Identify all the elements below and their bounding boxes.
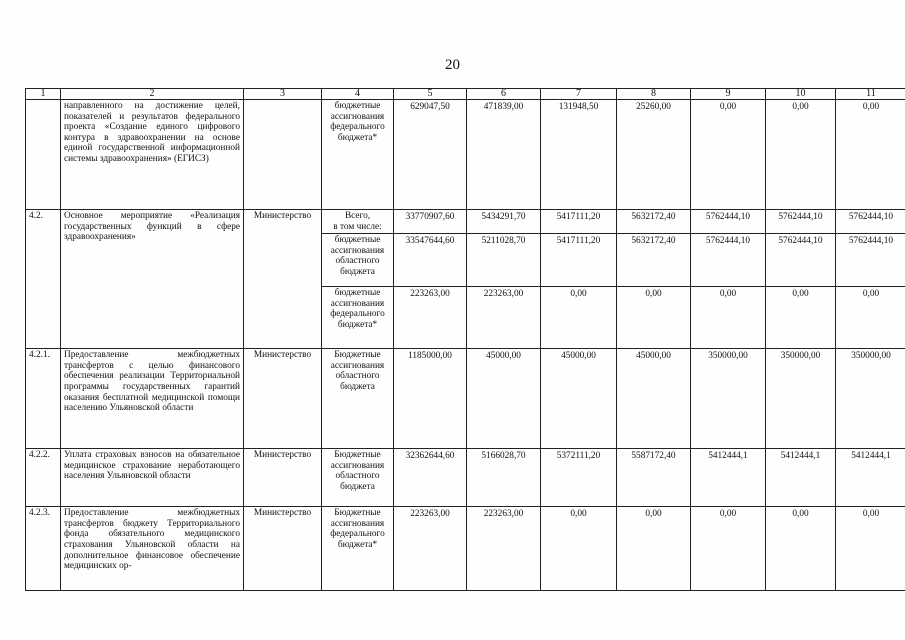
budget-table (25, 88, 905, 591)
value-cell: 45000,00 (617, 349, 691, 449)
funding-source: бюджетные ассигнования областного бюджета (322, 234, 394, 287)
table-row (26, 210, 905, 234)
funding-source-text: Всего, в том числе: (333, 211, 382, 232)
funding-source (322, 210, 394, 234)
value-cell: 5417111,20 (541, 234, 617, 287)
column-header: 2 (61, 89, 244, 100)
value-cell: 350000,00 (836, 349, 905, 449)
value-cell: 5762444,10 (766, 234, 836, 287)
value-cell: 5434291,70 (467, 210, 541, 234)
column-header: 5 (394, 89, 467, 100)
column-header: 8 (617, 89, 691, 100)
value-cell: 25260,00 (617, 100, 691, 210)
value-cell: 350000,00 (691, 349, 766, 449)
value-cell: 45000,00 (467, 349, 541, 449)
activity-description: Уплата страховых взносов на обязательное медицинское страхование неработающего населения Ульяновской области (61, 449, 244, 507)
table-row (26, 507, 905, 591)
value-cell: 5166028,70 (467, 449, 541, 507)
value-cell: 0,00 (541, 287, 617, 349)
value-cell: 5762444,10 (836, 234, 905, 287)
value-cell: 32362644,60 (394, 449, 467, 507)
value-cell: 33547644,60 (394, 234, 467, 287)
executor: Министерство (244, 210, 322, 349)
column-header: 7 (541, 89, 617, 100)
column-header: 9 (691, 89, 766, 100)
executor (244, 100, 322, 210)
value-cell: 223263,00 (394, 287, 467, 349)
funding-source: Бюджетные ассигнования областного бюджета (322, 449, 394, 507)
value-cell: 0,00 (766, 100, 836, 210)
column-header: 4 (322, 89, 394, 100)
activity-description: Предоставление межбюджетных трансфертов с целью финансового обеспечения реализации Территориальной программы государственных гарантий оказания бесплатной медицинской помощи населению Ульяновской области (61, 349, 244, 449)
value-cell: 0,00 (691, 507, 766, 591)
value-cell: 0,00 (836, 100, 905, 210)
value-cell: 45000,00 (541, 349, 617, 449)
value-cell: 350000,00 (766, 349, 836, 449)
funding-source: Бюджетные ассигнования областного бюджета (322, 349, 394, 449)
value-cell: 5211028,70 (467, 234, 541, 287)
column-header: 11 (836, 89, 905, 100)
value-cell: 5417111,20 (541, 210, 617, 234)
value-cell: 0,00 (766, 287, 836, 349)
value-cell: 1185000,00 (394, 349, 467, 449)
value-cell: 5412444,1 (766, 449, 836, 507)
activity-description: Основное мероприятие «Реализация государственных функций в сфере здравоохранения» (61, 210, 244, 349)
value-cell: 5632172,40 (617, 210, 691, 234)
value-cell: 0,00 (541, 507, 617, 591)
column-header: 1 (26, 89, 61, 100)
value-cell: 5762444,10 (766, 210, 836, 234)
row-number: 4.2. (26, 210, 61, 349)
table-row (26, 100, 905, 210)
value-cell: 33770907,60 (394, 210, 467, 234)
value-cell: 0,00 (836, 507, 905, 591)
value-cell: 223263,00 (394, 507, 467, 591)
funding-source: бюджетные ассигнования федерального бюджета* (322, 287, 394, 349)
row-number: 4.2.2. (26, 449, 61, 507)
header-row (26, 89, 905, 100)
column-header: 10 (766, 89, 836, 100)
value-cell: 131948,50 (541, 100, 617, 210)
value-cell: 0,00 (691, 287, 766, 349)
executor: Министерство (244, 449, 322, 507)
value-cell: 5412444,1 (836, 449, 905, 507)
value-cell: 0,00 (617, 507, 691, 591)
value-cell: 5412444,1 (691, 449, 766, 507)
value-cell: 5372111,20 (541, 449, 617, 507)
value-cell: 5632172,40 (617, 234, 691, 287)
value-cell: 223263,00 (467, 507, 541, 591)
value-cell: 471839,00 (467, 100, 541, 210)
funding-source: Бюджетные ассигнования федерального бюджета* (322, 507, 394, 591)
executor: Министерство (244, 507, 322, 591)
value-cell: 5762444,10 (691, 234, 766, 287)
row-number: 4.2.1. (26, 349, 61, 449)
activity-description: направленного на достижение целей, показателей и результатов федерального проекта «Создание единого цифрового контура в здравоохранении на основе единой государственной информационной системы здравоохранения» (ЕГИСЗ) (61, 100, 244, 210)
row-number: 4.2.3. (26, 507, 61, 591)
column-header: 6 (467, 89, 541, 100)
value-cell: 5762444,10 (691, 210, 766, 234)
activity-description: Предоставление межбюджетных трансфертов бюджету Территориального фонда обязательного медицинского страхования Ульяновской области на дополнительное финансовое обеспечение медицинских ор- (61, 507, 244, 591)
value-cell: 0,00 (617, 287, 691, 349)
column-header: 3 (244, 89, 322, 100)
value-cell: 5587172,40 (617, 449, 691, 507)
value-cell: 223263,00 (467, 287, 541, 349)
value-cell: 0,00 (691, 100, 766, 210)
value-cell: 0,00 (766, 507, 836, 591)
table-row (26, 449, 905, 507)
table-row (26, 349, 905, 449)
value-cell: 0,00 (836, 287, 905, 349)
executor: Министерство (244, 349, 322, 449)
funding-source: бюджетные ассигнования федерального бюджета* (322, 100, 394, 210)
value-cell: 629047,50 (394, 100, 467, 210)
value-cell: 5762444,10 (836, 210, 905, 234)
row-number (26, 100, 61, 210)
page-number: 20 (445, 57, 460, 73)
